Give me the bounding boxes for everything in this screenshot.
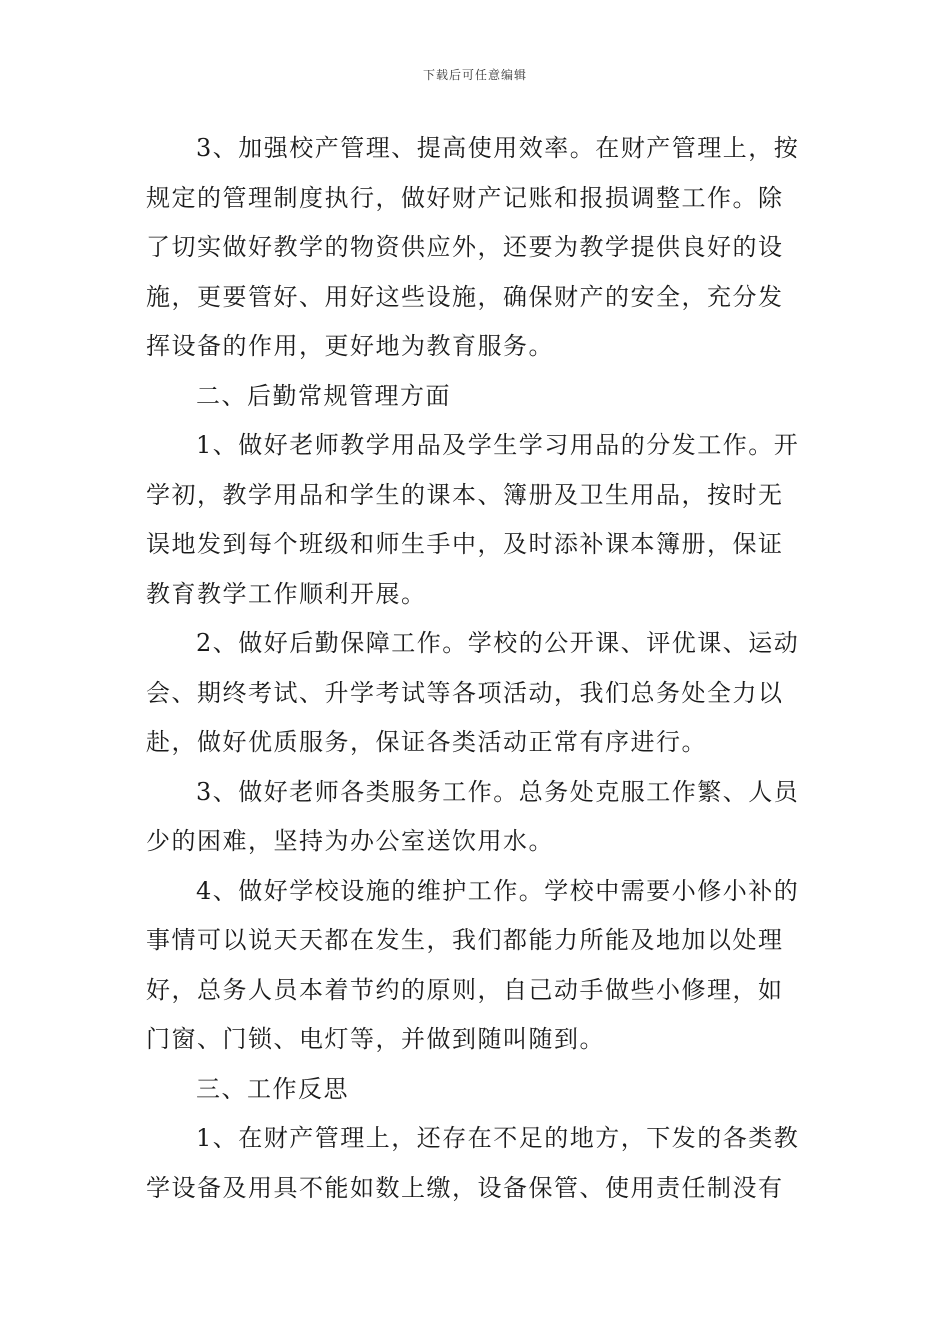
document-body — [146, 124, 810, 1213]
text-line: 少的困难，坚持为办公室送饮用水。 — [146, 827, 554, 855]
text-line: 教育教学工作顺利开展。 — [146, 579, 427, 608]
text-line: 3、加强校产管理、提高使用效率。在财产管理上，按 — [196, 134, 800, 162]
text-line: 了切实做好教学的物资供应外，还要为教学提供良好的设 — [146, 233, 784, 261]
text-line: 赴，做好优质服务，保证各类活动正常有序进行。 — [146, 728, 707, 756]
text-line: 1、做好老师教学用品及学生学习用品的分发工作。开 — [196, 431, 800, 459]
text-line: 2、做好后勤保障工作。学校的公开课、评优课、运动 — [196, 629, 800, 657]
text-line: 施，更要管好、用好这些设施，确保财产的安全，充分发 — [146, 282, 784, 311]
text-line: 误地发到每个班级和师生手中，及时添补课本簿册，保证 — [146, 530, 784, 558]
text-line: 门窗、门锁、电灯等，并做到随叫随到。 — [146, 1025, 605, 1053]
text-line: 事情可以说天天都在发生，我们都能力所能及地加以处理 — [146, 926, 784, 954]
text-line: 二、后勤常规管理方面 — [196, 381, 451, 410]
text-line: 学设备及用具不能如数上缴，设备保管、使用责任制没有 — [146, 1173, 784, 1202]
page-header-note: 下载后可任意编辑 — [422, 68, 527, 82]
text-line: 学初，教学用品和学生的课本、簿册及卫生用品，按时无 — [146, 480, 784, 509]
text-line: 1、在财产管理上，还存在不足的地方，下发的各类教 — [196, 1124, 800, 1152]
text-line: 会、期终考试、升学考试等各项活动，我们总务处全力以 — [146, 678, 784, 707]
text-line: 4、做好学校设施的维护工作。学校中需要小修小补的 — [196, 876, 800, 905]
text-line: 3、做好老师各类服务工作。总务处克服工作繁、人员 — [196, 777, 800, 806]
text-line: 好，总务人员本着节约的原则，自己动手做些小修理，如 — [146, 975, 784, 1004]
text-line: 挥设备的作用，更好地为教育服务。 — [146, 332, 554, 360]
text-line: 规定的管理制度执行，做好财产记账和报损调整工作。除 — [146, 183, 784, 212]
text-line: 三、工作反思 — [196, 1074, 349, 1103]
